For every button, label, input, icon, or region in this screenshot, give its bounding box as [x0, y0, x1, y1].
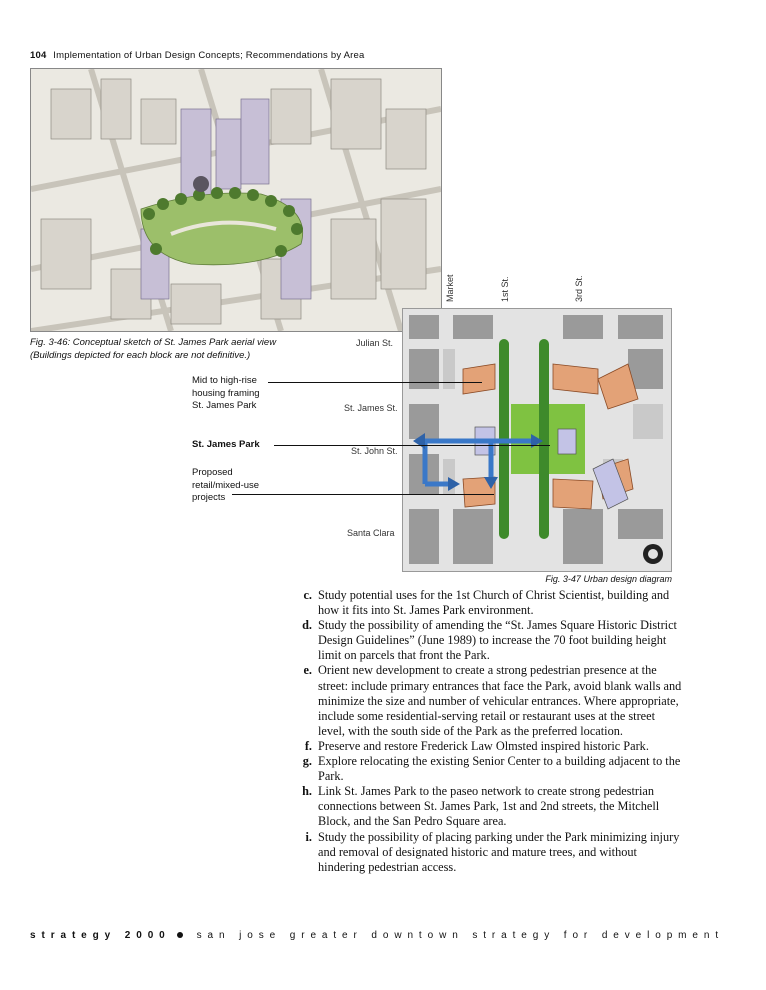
list-marker: c. — [303, 588, 312, 602]
list-item — [298, 784, 683, 829]
callout-park: St. James Park — [192, 439, 260, 450]
figure-3-47-caption: Fig. 3-47 Urban design diagram — [545, 574, 672, 584]
street-label-3rd: 3rd St. — [574, 275, 584, 302]
street-label-st-james: St. James St. — [344, 403, 398, 413]
footer-left: strategy 2000 — [30, 930, 171, 941]
list-marker: g. — [302, 754, 312, 769]
list-marker: f. — [304, 738, 312, 753]
list-text: Preserve and restore Frederick Law Olmsted inspired historic Park. — [318, 738, 649, 753]
callout-line: projects — [192, 492, 226, 503]
list-text: Link St. James Park to the paseo network to create strong pedestrian connections between St. James Park, 1st and 2nd streets, the Mitchell Block, and the San Pedro Square area. — [318, 784, 660, 829]
list-item — [298, 663, 683, 738]
list-text: Orient new development to create a strong pedestrian presence at the street: include primary entrances that face the Park, avoid blank walls and minimize the size and number of vehicular entrances. Where appropriate, include some residential-serving retail or restaurant uses at the street level, with the south side of the Park as the preferred location. — [318, 663, 682, 738]
page-footer — [30, 930, 724, 941]
list-text: Study the possibility of amending the “St. James Square Historic District Design Guidelines” (June 1989) to increase the 70 foot building height limit on parcels that front the Park. — [318, 618, 677, 663]
callout-line: housing framing — [192, 387, 260, 399]
page-header — [30, 50, 364, 61]
list-item — [298, 754, 683, 784]
street-label-1st: 1st St. — [500, 276, 510, 302]
header-title: Implementation of Urban Design Concepts; Recommendations by Area — [53, 50, 365, 61]
callout-leader-line — [232, 494, 494, 495]
list-item — [298, 618, 683, 663]
street-label-julian: Julian St. — [356, 338, 394, 348]
street-label-santa-clara: Santa Clara — [347, 528, 395, 538]
urban-design-diagram — [402, 308, 672, 572]
list-item — [298, 739, 683, 754]
list-marker: i. — [305, 829, 312, 844]
aerial-sketch-image — [30, 68, 442, 332]
callout-line: St. James Park — [192, 400, 257, 411]
figure-3-46-caption — [30, 336, 276, 362]
callout-line: Proposed — [192, 467, 233, 478]
footer-right: san jose greater downtown strategy for development — [196, 930, 724, 941]
list-text: Study the possibility of placing parking under the Park minimizing injury and removal of designated historic and mature trees, and without hindering pedestrian access. — [318, 829, 680, 874]
caption-line: (Buildings depicted for each block are not definitive.) — [30, 350, 251, 361]
callout-line: retail/mixed-use — [192, 479, 260, 491]
list-item — [298, 588, 683, 618]
caption-line: Fig. 3-46: Conceptual sketch of St. James Park aerial view — [30, 337, 277, 348]
page-number: 104 — [30, 50, 47, 61]
callout-retail — [192, 467, 259, 505]
street-label-market: Market — [445, 274, 455, 302]
street-label-st-john: St. John St. — [351, 446, 398, 456]
recommendation-list — [298, 588, 683, 875]
callout-leader-line — [268, 382, 482, 383]
list-text: Explore relocating the existing Senior Center to a building adjacent to the Park. — [318, 754, 681, 784]
list-marker: d. — [302, 618, 312, 633]
list-marker: h. — [302, 784, 312, 799]
list-marker: e. — [303, 663, 312, 678]
list-item — [298, 830, 683, 875]
bullet-icon — [177, 932, 183, 938]
callout-housing — [192, 375, 260, 413]
callout-line: Mid to high-rise — [192, 375, 257, 386]
callout-leader-line — [274, 445, 550, 446]
list-text: Study potential uses for the 1st Church of Christ Scientist, building and how it fits into St. James Park environment. — [318, 588, 670, 618]
